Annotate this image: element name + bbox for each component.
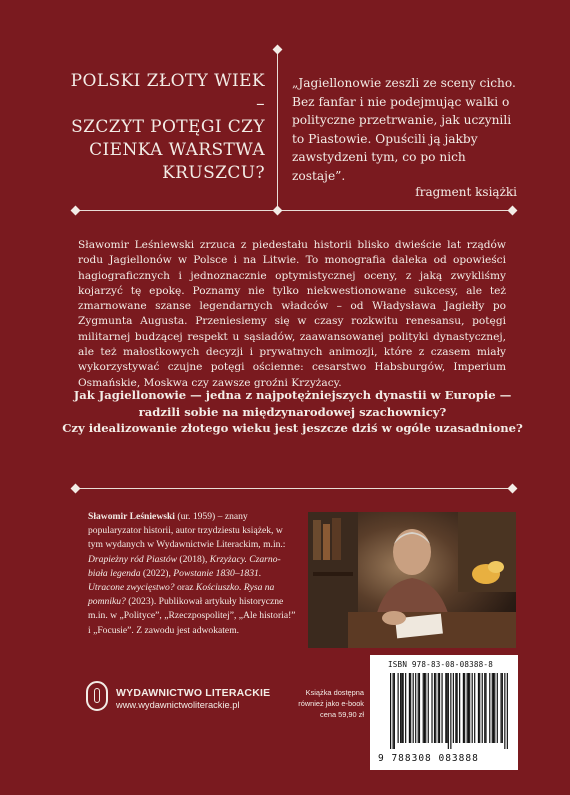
bio-book-4: Kościuszko. Rysa na pomniku? <box>88 582 275 608</box>
bio-book-3: Powstanie 1830–1831. Utracone zwycięstwo? <box>88 567 262 594</box>
divider-diamond-top-center <box>273 206 283 216</box>
bio-text-5: (2023). Publikował artykuły historyczne m.in. w „Polityce”, „Rzeczpospolitej”, „Ale historia!” i „Focusie”. Z zawodu jest adwokatem. <box>88 596 296 636</box>
divider-diamond-mid-right <box>508 484 518 494</box>
book-description: Sławomir Leśniewski zrzuca z piedestału historii blisko dwieście lat rządów rodu Jagiellonów w Polsce i na Litwie. To monografia daleka od opowieści hagiograficznych i jednoznacznie optymistycznej oceny, z jaką zwykliśmy kojarzyć tę epokę. Poznamy nie tylko niekwestionowane sukcesy, ale też zmarnowane szanse legendarnych władców – od Władysława Jagiełły po Zygmunta Augusta. Przeniesiemy się w czasy rozkwitu renesansu, potęgi militarnej budzącej respekt u sąsiadów, zaawansowanej polityki dynastycznej, ale też małostkowych decyzji i prywatnych animozji, które z czasem miały wykorzystywać czujne potęgi ościenne: cesarstwo Habsburgów, Imperium Osmańskie, Moskwa czy zawsze groźni Krzyżacy. <box>78 239 506 389</box>
ebook-info <box>272 688 364 720</box>
headline-line-4: KRUSZCU? <box>162 163 265 183</box>
key-question <box>60 387 525 437</box>
headline-line-3: CIENKA WARSTWA <box>89 140 265 160</box>
isbn-label: ISBN 978-83-08-08388-8 <box>388 660 493 669</box>
ebook-line-2: również jako e-book <box>298 698 364 708</box>
bio-text-1: (ur. 1959) – znany popularyzator historii, autor trzydziestu książek, w tym wydanych w Wydawnictwie Literackim, m.in.: <box>88 511 286 551</box>
divider-diamond-top-right <box>508 206 518 216</box>
divider-middle <box>76 488 512 489</box>
headline <box>60 70 265 185</box>
author-bio <box>88 510 296 638</box>
question-line-2: radzili sobie na międzynarodowej szachownicy? <box>138 404 447 419</box>
divider-top <box>76 210 512 211</box>
barcode-icon <box>390 673 508 749</box>
barcode-digits: 9 788308 083888 <box>378 753 479 764</box>
bio-text-3: (2022), <box>140 567 174 579</box>
divider-diamond-top-left <box>71 206 81 216</box>
author-photo <box>308 512 516 648</box>
quote-source: fragment książki <box>415 185 517 199</box>
divider-diamond-top <box>273 45 283 55</box>
question-line-1: Jak Jagiellonowie — jedna z najpotężniejszych dynastii w Europie — <box>73 388 512 402</box>
publisher-url[interactable]: www.wydawnictwoliterackie.pl <box>116 700 240 710</box>
price: cena 59,90 zł <box>320 709 364 719</box>
publisher-name: WYDAWNICTWO LITERACKIE <box>116 687 271 699</box>
bio-text-4: oraz <box>174 582 196 594</box>
author-photo-illustration <box>308 512 516 648</box>
bio-text-2: (2018), <box>177 553 210 565</box>
publisher-logo-icon <box>86 681 108 711</box>
barcode-box <box>370 655 518 770</box>
headline-line-2: SZCZYT POTĘGI CZY <box>71 117 265 137</box>
divider-vertical <box>277 50 278 208</box>
headline-line-1: POLSKI ZŁOTY WIEK – <box>70 71 265 114</box>
bio-book-2: Krzyżacy. Czarno-biała legenda <box>88 553 281 579</box>
question-line-3: Czy idealizowanie złotego wieku jest jeszcze dziś w ogóle uzasadnione? <box>62 421 523 436</box>
bio-book-1: Drapieżny ród Piastów <box>88 553 178 565</box>
ebook-line-1: Książka dostępna <box>305 688 364 697</box>
book-quote: „Jagiellonowie zeszli ze sceny cicho. Bez fanfar i nie podejmując walki o polityczne przetrwanie, jak uczynili to Piastowie. Opuścili ją jakby zawstydzeni tym, co po nich zostaje”. <box>292 76 516 183</box>
author-name: Sławomir Leśniewski <box>88 511 175 522</box>
divider-diamond-mid-left <box>71 484 81 494</box>
